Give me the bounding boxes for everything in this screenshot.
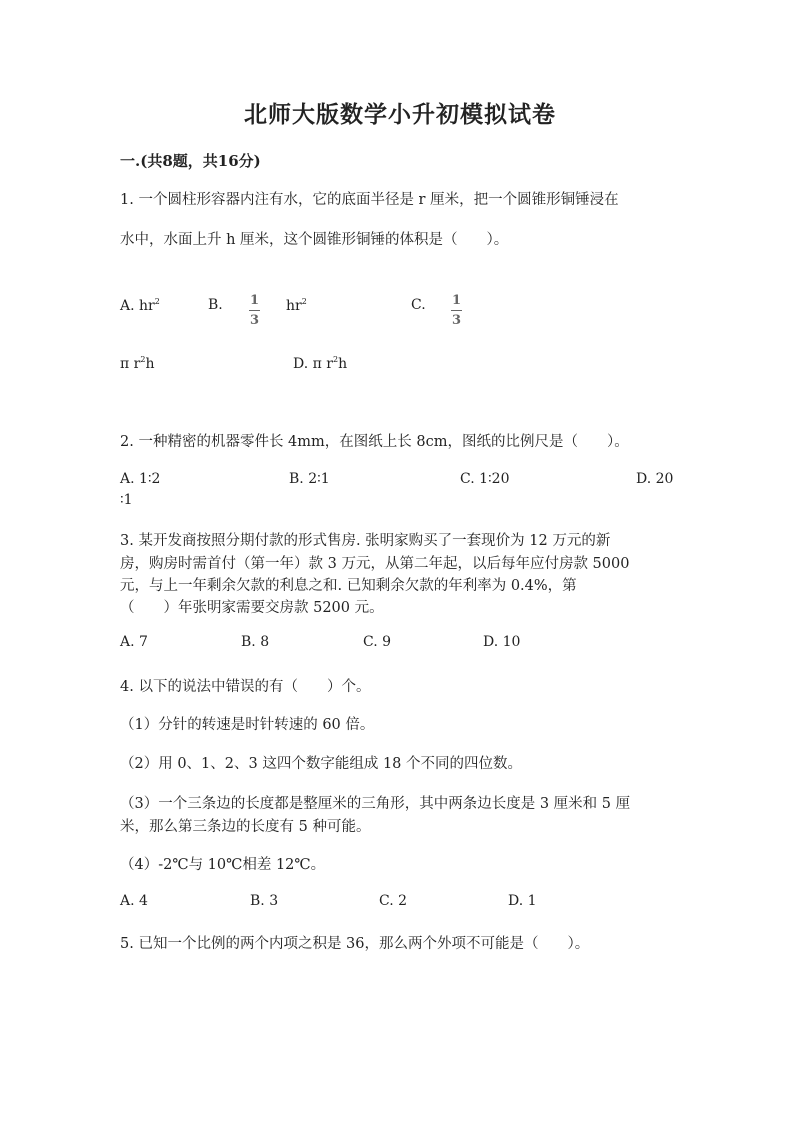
q1-option-d-exponent: 2 bbox=[332, 355, 339, 364]
q1-option-c-label[interactable]: C. bbox=[411, 297, 426, 313]
q3-line-2: 房，购房时需首付（第一年）款 3 万元，从第二年起，以后每年应付房款 5000 bbox=[120, 556, 630, 572]
q1-option-c-cont-pre: π r bbox=[120, 356, 141, 372]
q1-option-b-label[interactable]: B. bbox=[208, 297, 223, 313]
q3-option-a[interactable]: A. 7 bbox=[120, 634, 148, 650]
q1-option-d-pre: D. π r bbox=[293, 356, 333, 372]
q1-option-c-denominator: 3 bbox=[451, 313, 462, 328]
q5-line-1: 5. 已知一个比例的两个内项之积是 36，那么两个外项不可能是（ ）。 bbox=[120, 936, 590, 952]
q1-option-c-continued bbox=[120, 355, 154, 372]
q1-option-d[interactable] bbox=[293, 355, 347, 372]
q4-statement-3-line-2: 米，那么第三条边的长度有 5 种可能。 bbox=[120, 819, 371, 835]
q1-option-d-post: h bbox=[338, 356, 348, 372]
q3-option-b[interactable]: B. 8 bbox=[241, 634, 270, 650]
q3-line-4: （ ）年张明家需要交房款 5200 元。 bbox=[120, 600, 384, 616]
q4-statement-2: （2）用 0、1、2、3 这四个数字能组成 18 个不同的四位数。 bbox=[120, 756, 523, 772]
q1-option-c-cont-post: h bbox=[145, 356, 155, 372]
q3-option-c[interactable]: C. 9 bbox=[363, 634, 392, 650]
q1-option-c-numerator: 1 bbox=[451, 293, 462, 308]
q1-option-b-fraction bbox=[249, 289, 260, 327]
q4-line-1: 4. 以下的说法中错误的有（ ）个。 bbox=[120, 679, 371, 695]
q1-option-c-cont-exponent: 2 bbox=[140, 355, 146, 364]
q3-option-d[interactable]: D. 10 bbox=[483, 634, 521, 650]
q2-line-1: 2. 一种精密的机器零件长 4mm，在图纸上长 8cm，图纸的比例尺是（ ）。 bbox=[120, 434, 629, 450]
fraction-bar bbox=[451, 310, 462, 311]
q1-option-a-exponent: 2 bbox=[154, 297, 160, 306]
q4-statement-3-line-1: （3）一个三条边的长度都是整厘米的三角形，其中两条边长度是 3 厘米和 5 厘 bbox=[120, 796, 631, 812]
q2-option-c[interactable]: C. 1∶20 bbox=[460, 471, 510, 487]
q4-statement-4: （4）-2℃与 10℃相差 12℃。 bbox=[120, 857, 326, 873]
q4-option-a[interactable]: A. 4 bbox=[120, 893, 148, 909]
section-header: 一.(共8题，共16分) bbox=[120, 152, 261, 170]
q1-option-b-numerator: 1 bbox=[249, 293, 260, 308]
q1-option-b-expression bbox=[286, 297, 307, 314]
q2-option-d-continued: ∶1 bbox=[120, 492, 133, 508]
q4-option-c[interactable]: C. 2 bbox=[379, 893, 408, 909]
q1-option-b-text: hr bbox=[286, 298, 302, 314]
q1-option-c-fraction bbox=[451, 289, 462, 327]
q1-option-b-denominator: 3 bbox=[249, 313, 260, 328]
fraction-bar bbox=[249, 310, 260, 311]
q4-statement-1: （1）分针的转速是时针转速的 60 倍。 bbox=[120, 717, 375, 733]
q2-option-a[interactable]: A. 1∶2 bbox=[120, 471, 161, 487]
q1-option-b-exponent: 2 bbox=[301, 297, 307, 306]
q4-option-d[interactable]: D. 1 bbox=[508, 893, 537, 909]
page-title: 北师大版数学小升初模拟试卷 bbox=[244, 101, 556, 128]
q3-line-3: 元，与上一年剩余欠款的利息之和. 已知剩余欠款的年利率为 0.4%，第 bbox=[120, 578, 577, 594]
q1-line-1: 1. 一个圆柱形容器内注有水，它的底面半径是 r 厘米，把一个圆锥形铜锤浸在 bbox=[120, 192, 619, 208]
q2-option-b[interactable]: B. 2∶1 bbox=[289, 471, 330, 487]
q2-option-d[interactable]: D. 20 bbox=[636, 471, 674, 487]
q3-line-1: 3. 某开发商按照分期付款的形式售房. 张明家购买了一套现价为 12 万元的新 bbox=[120, 533, 611, 549]
q1-option-a[interactable] bbox=[120, 297, 160, 314]
q1-option-a-text: A. hr bbox=[120, 298, 155, 314]
q1-line-2: 水中，水面上升 h 厘米，这个圆锥形铜锤的体积是（ ）。 bbox=[120, 232, 509, 248]
q4-option-b[interactable]: B. 3 bbox=[250, 893, 279, 909]
